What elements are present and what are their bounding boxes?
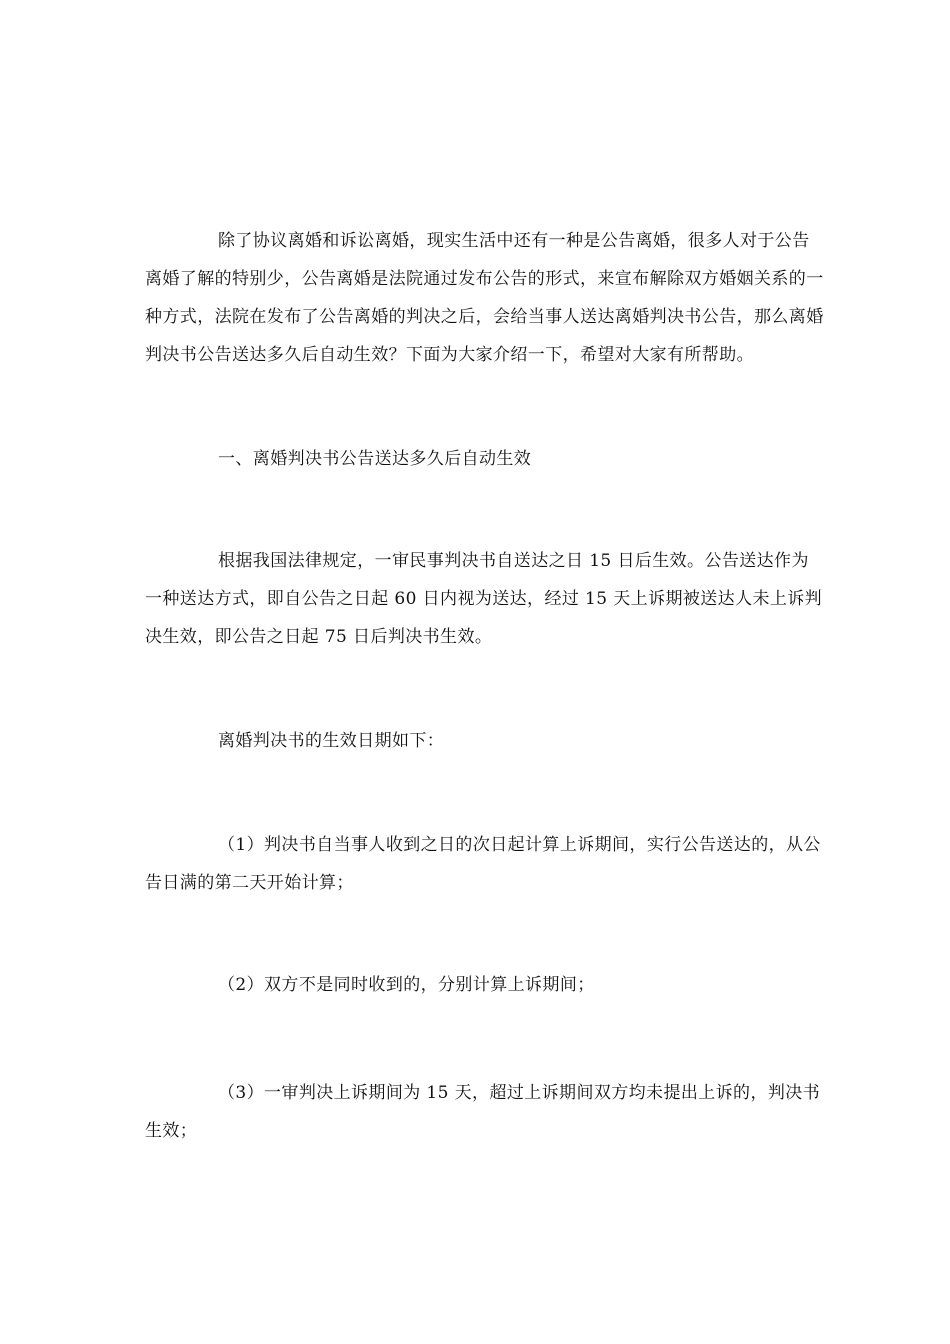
list-item: （1）判决书自当事人收到之日的次日起计算上诉期间，实行公告送达的，从公告日满的第二天开始计算；	[145, 835, 821, 893]
effective-dates-intro: 离婚判决书的生效日期如下：	[218, 731, 445, 751]
list-item: （2）双方不是同时收到的，分别计算上诉期间；	[218, 975, 595, 995]
section-heading: 一、离婚判决书公告送达多久后自动生效	[218, 449, 532, 469]
legal-rule-paragraph: 根据我国法律规定，一审民事判决书自送达之日 15 日后生效。公告送达作为一种送达方式，即自公告之日起 60 日内视为送达，经过 15 天上诉期被送达人未上诉判决生效，即公告之日起 75 日后判决书生效。	[145, 551, 823, 647]
list-item: （3）一审判决上诉期间为 15 天，超过上诉期间双方均未提出上诉的，判决书生效；	[145, 1083, 821, 1141]
intro-paragraph: 除了协议离婚和诉讼离婚，现实生活中还有一种是公告离婚，很多人对于公告离婚了解的特别少，公告离婚是法院通过发布公告的形式，来宣布解除双方婚姻关系的一种方式，法院在发布了公告离婚的判决之后，会给当事人送达离婚判决书公告，那么离婚判决书公告送达多久后自动生效？下面为大家介绍一下，希望对大家有所帮助。	[145, 231, 824, 365]
